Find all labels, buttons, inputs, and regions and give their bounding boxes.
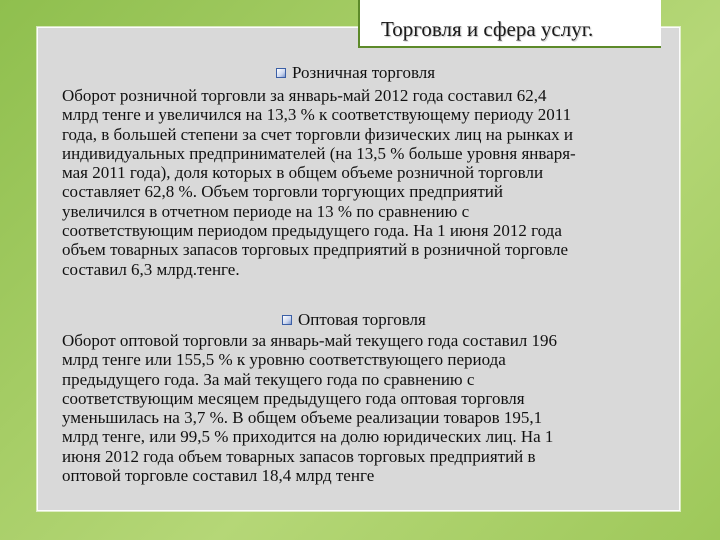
wholesale-heading xyxy=(282,310,426,330)
retail-heading xyxy=(276,63,435,83)
retail-line: индивидуальных предпринимателей (на 13,5 % больше уровня января- xyxy=(62,143,576,163)
wholesale-heading-label: Оптовая торговля xyxy=(298,310,426,329)
wholesale-line: июня 2012 года объем товарных запасов торговых предприятий в xyxy=(62,446,536,466)
wholesale-line: уменьшилась на 3,7 %. В общем объеме реализации товаров 195,1 xyxy=(62,408,543,428)
wholesale-paragraph xyxy=(62,331,680,485)
retail-line: объем товарных запасов торговых предприятий в розничной торговле xyxy=(62,240,569,260)
wholesale-line: предыдущего года. За май текущего года по сравнению с xyxy=(62,369,475,389)
slide-title: Торговля и сфера услуг. xyxy=(381,17,594,41)
wholesale-line: млрд тенге, или 99,5 % приходится на долю юридических лиц. На 1 xyxy=(62,427,554,447)
wholesale-line: млрд тенге или 155,5 % к уровню соответствующего периода xyxy=(62,350,506,370)
retail-paragraph xyxy=(62,86,680,279)
retail-line: мая 2011 года), доля которых в общем объеме розничной торговли xyxy=(62,163,544,183)
retail-line: Оборот розничной торговли за январь-май 2012 года составил 62,4 xyxy=(62,86,547,105)
wholesale-line: Оборот оптовой торговли за январь-май текущего года составил 196 xyxy=(62,331,558,350)
retail-line: составляет 62,8 %. Объем торговли торгующих предприятий xyxy=(62,182,503,202)
retail-line: увеличился в отчетном периоде на 13 % по сравнению с xyxy=(62,201,470,221)
retail-line: млрд тенге и увеличился на 13,3 % к соответствующему периоду 2011 xyxy=(62,105,572,125)
wholesale-line: соответствующим месяцем предыдущего года оптовая торговля xyxy=(62,388,525,408)
square-bullet-icon xyxy=(276,68,286,78)
retail-line: соответствующим периодом предыдущего года. На 1 июня 2012 года xyxy=(62,221,562,241)
retail-line: года, в большей степени за счет торговли физических лиц на рынках и xyxy=(62,124,573,144)
wholesale-line: оптовой торговле составил 18,4 млрд тенге xyxy=(62,466,375,486)
retail-heading-label: Розничная торговля xyxy=(292,63,436,82)
square-bullet-icon xyxy=(282,315,292,325)
retail-line: составил 6,3 млрд.тенге. xyxy=(62,259,240,279)
